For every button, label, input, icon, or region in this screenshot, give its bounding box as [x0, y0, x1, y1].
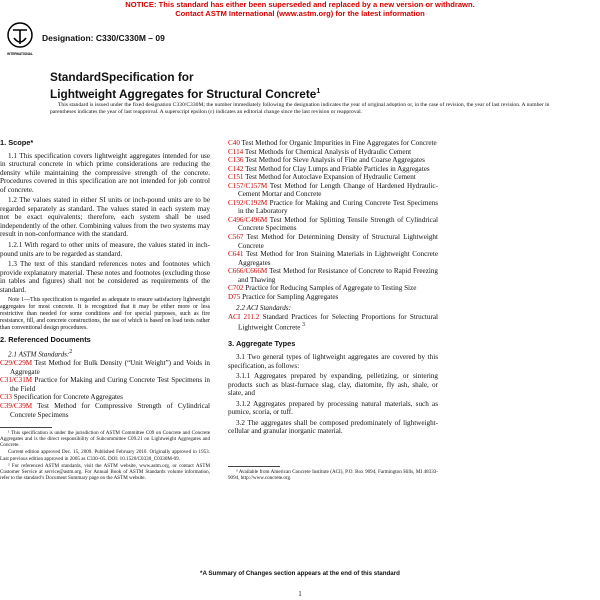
preamble-line-3: A superscript epsilon (ε) indicates an editorial change since the last revision or reapproval.: [159, 109, 363, 116]
referenced-standard: [228, 173, 438, 182]
referenced-standard: [228, 182, 438, 199]
summary-of-changes-note: *A Summary of Changes section appears at the end of this standard: [200, 570, 400, 577]
astm-refs-left: [0, 359, 210, 419]
standard-code-link[interactable]: C136: [228, 156, 244, 165]
footnote-3: ³ Available from American Concrete Institute (ACI), P.O. Box 9094, Farmington Hills, MI 48333-9094, http://www.concrete.org.: [228, 468, 438, 481]
scope-heading: 1. Scope*: [0, 138, 34, 147]
standard-code-link[interactable]: C114: [228, 147, 244, 156]
standard-code-link[interactable]: C29/C29M: [0, 359, 33, 368]
standard-title: Test Method for Sieve Analysis of Fine and Coarse Aggregates: [243, 156, 425, 165]
right-column: [228, 139, 438, 482]
document-title: [50, 71, 550, 101]
standard-title: Test Method for Organic Impurities in Fine Aggregates for Concrete: [239, 139, 437, 147]
standard-code-link[interactable]: ACI 211.2: [228, 312, 260, 321]
standard-code-link[interactable]: C33: [0, 393, 12, 402]
footnote-1b: Current edition approved Dec. 15, 2009. Published February 2010. Originally approved in 1953. Last previous edition approved in 2005 as C330–05. DOI: 10.1520/C0330_C0330M-09.: [0, 449, 210, 462]
types-3-1-1: 3.1.1 Aggregates prepared by expanding, pelletizing, or sintering products such as blast-furnace slag, clay, diatomite, fly ash, shale, or slate, and: [228, 372, 438, 398]
referenced-standard: [228, 199, 438, 216]
referenced-standard: [228, 250, 438, 267]
standard-title: Test Method for Determining Density of Structural Lightweight Concrete: [238, 233, 438, 250]
referenced-standard: [0, 376, 210, 393]
types-3-2: 3.2 The aggregates shall be composed predominately of lightweight-cellular and granular inorganic material.: [228, 418, 438, 436]
referenced-standard: [0, 359, 210, 376]
note-1: Note 1—This specification is regarded as adequate to ensure satisfactory lightweight aggregates for most concrete. It is recognized that it may be either more or less restrictive than needed for some conditions and for special purposes, such as fire resistance, fill, and concrete constructions, the use of which is based on load tests rather than conventional design procedures.: [0, 297, 210, 331]
astm-refs-right: [228, 139, 438, 301]
standard-title: Test Method for Bulk Density (“Unit Weight”) and Voids in Aggregate: [10, 359, 210, 376]
page-number: 1: [298, 590, 302, 598]
footnote-rule: [0, 427, 52, 428]
standard-title: Test Methods for Chemical Analysis of Hydraulic Cement: [243, 147, 412, 156]
notice-line-2: Contact ASTM International (www.astm.org) for the latest information: [175, 9, 425, 18]
title-line-2: Lightweight Aggregates for Structural Concrete: [50, 86, 317, 101]
types-3-1-2: 3.1.2 Aggregates prepared by processing natural materials, such as pumice, scoria, or tuff.: [228, 399, 438, 417]
withdrawal-notice: [0, 0, 600, 18]
standard-code-link[interactable]: C702: [228, 284, 244, 293]
standard-title: Test Method for Splitting Tensile Strength of Cylindrical Concrete Specimens: [238, 215, 438, 233]
standard-code-link[interactable]: C151: [228, 173, 244, 182]
referenced-standard: [228, 216, 438, 233]
referenced-standard: [228, 165, 438, 174]
standard-title: Test Method for Clay Lumps and Friable Particles in Aggregates: [243, 164, 430, 173]
standard-code-link[interactable]: C39/C39M: [0, 402, 33, 411]
standard-title: Practice for Making and Curing Concrete Test Specimens in the Field: [10, 376, 210, 393]
left-column: [0, 139, 210, 482]
standard-title: Standard Practices for Selecting Proportions for Structural Lightweight Concrete: [238, 312, 438, 332]
footnote-2: ² For referenced ASTM standards, visit the ASTM website, www.astm.org, or contact ASTM Customer Service at service@astm.org. For Annual Book of ASTM Standards volume information, refer to the standard’s Document Summary page on the ASTM website.: [0, 462, 210, 481]
svg-text:INTERNATIONAL: INTERNATIONAL: [7, 52, 33, 56]
standard-code-link[interactable]: C666/C666M: [228, 267, 268, 276]
standard-title: Practice for Reducing Samples of Aggregate to Testing Size: [243, 284, 417, 293]
scope-1-2-1: 1.2.1 With regard to other units of measure, the values stated in inch-pound units are to be regarded as standard.: [0, 241, 210, 258]
standard-code-link[interactable]: D75: [228, 292, 241, 301]
scope-1-2: 1.2 The values stated in either SI units or inch-pound units are to be regarded separately as standard. The values stated in each system may not be exact equivalents; therefore, each system shall be used independently of the other. Combining values from the two systems may result in non-conformance with the standard.: [0, 196, 210, 239]
refdocs-heading: 2. Referenced Documents: [0, 334, 91, 344]
standard-title: Practice for Making and Curing Concrete Test Specimens in the Laboratory: [238, 198, 438, 216]
astm-logo: [6, 22, 34, 58]
referenced-standard: [0, 402, 210, 419]
notice-line-1: NOTICE: This standard has either been superseded and replaced by a new version or withdrawn.: [125, 0, 475, 9]
preamble-line-1: This standard is issued under the fixed designation C330/C330M; the number immediately following the designation indicates the year: [58, 102, 361, 108]
referenced-standard: [228, 284, 438, 293]
referenced-standard: [228, 293, 438, 302]
standard-title: Test Method for Autoclave Expansion of Hydraulic Cement: [243, 173, 416, 182]
title-footnote-ref: 1: [316, 87, 321, 95]
title-line-1: StandardSpecification for: [50, 70, 194, 84]
referenced-standard: [228, 156, 438, 165]
standard-code-link[interactable]: C157/C157M: [228, 181, 268, 190]
standard-code-link[interactable]: C641: [228, 250, 244, 259]
standard-code-link[interactable]: C567: [228, 233, 244, 242]
standard-code-link[interactable]: C40: [228, 139, 240, 147]
footnote-rule-right: [228, 466, 280, 467]
standard-title: Specification for Concrete Aggregates: [11, 393, 123, 402]
footnote-ref: 3: [300, 322, 305, 329]
footnote-1: ¹ This specification is under the jurisdiction of ASTM Committee C09 on Concrete and Concrete Aggregates and is the direct responsibility of Subcommittee C09.21 on Lightweight Aggregates and Concrete.: [0, 430, 210, 449]
astm-standards-heading: 2.1 ASTM Standards:$^2$: [8, 349, 73, 359]
scope-1-3: 1.3 The text of this standard references notes and footnotes which provide explanatory material. These notes and footnotes (excluding those in tables and figures) shall not be considered as requirements of the standard.: [0, 260, 210, 294]
types-heading: 3. Aggregate Types: [228, 339, 296, 349]
standard-code-link[interactable]: C31/C31M: [0, 376, 33, 385]
referenced-standard: [228, 313, 438, 332]
standard-title: Test Method for Length Change of Hardened Hydraulic-Cement Mortar and Concrete: [238, 181, 438, 199]
preamble: [50, 102, 550, 116]
types-3-1: 3.1 Two general types of lightweight aggregates are covered by this specification, as follows:: [228, 352, 438, 370]
referenced-standard: [228, 139, 438, 148]
standard-code-link[interactable]: C192/C192M: [228, 198, 268, 207]
designation: Designation: C330/C330M – 09: [42, 33, 165, 43]
referenced-standard: [228, 233, 438, 250]
standard-code-link[interactable]: C496/C496M: [228, 215, 268, 224]
referenced-standard: [228, 148, 438, 157]
scope-1-1: 1.1 This specification covers lightweight aggregates intended for use in structural concrete in which prime considerations are reducing the density while maintaining the compressive strength of the concrete. Procedures covered in this specification are not intended for job control of concrete.: [0, 151, 210, 194]
referenced-standard: [0, 393, 210, 402]
preamble-line-2: of original adoption or, in the case of revision, the year of last revision. A number in parentheses indicates the year of last reapproval.: [50, 102, 550, 116]
standard-title: Practice for Sampling Aggregates: [240, 292, 339, 301]
aci-refs: [228, 313, 438, 332]
standard-code-link[interactable]: C142: [228, 164, 244, 173]
standard-title: Test Method for Compressive Strength of Cylindrical Concrete Specimens: [10, 402, 210, 419]
standard-title: Test Method for Iron Staining Materials in Lightweight Concrete Aggregates: [238, 250, 438, 267]
referenced-standard: [228, 267, 438, 284]
aci-standards-heading: 2.2 ACI Standards:: [236, 304, 291, 313]
standard-title: Test Method for Resistance of Concrete to Rapid Freezing and Thawing: [238, 267, 438, 284]
